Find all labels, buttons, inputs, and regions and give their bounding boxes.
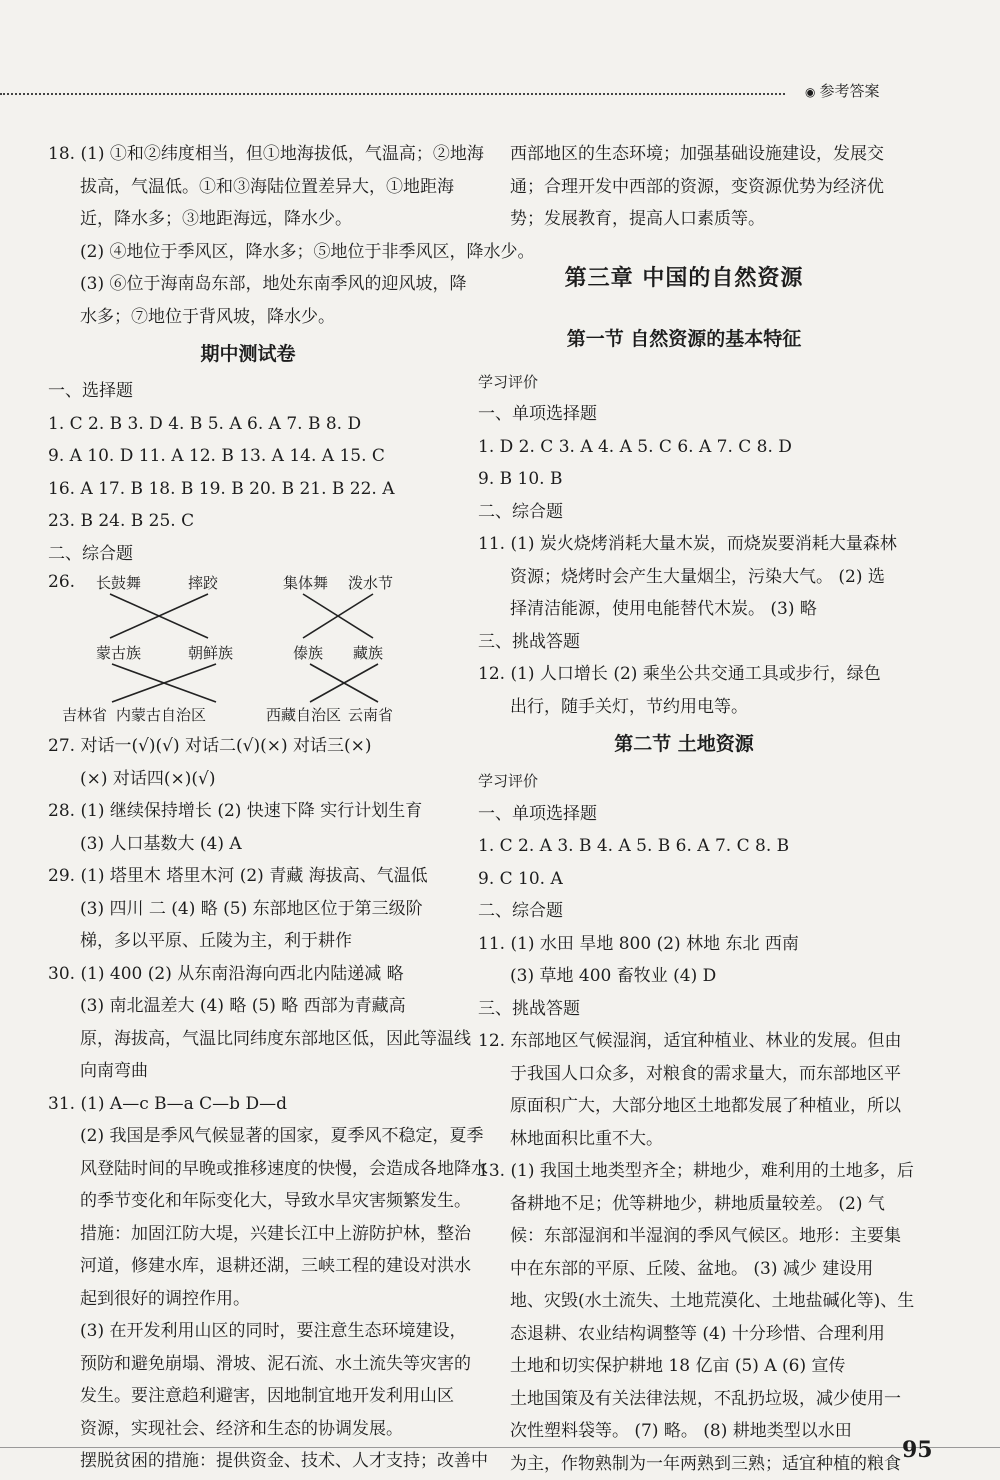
answer-line: 发生。要注意趋利避害，因地制宜地开发利用山区	[48, 1380, 448, 1413]
answer-line: 中在东部的平原、丘陵、盆地。 (3) 减少 建设用	[478, 1253, 890, 1286]
answer-line: (3) 在开发利用山区的同时，要注意生态环境建设，	[48, 1315, 448, 1348]
answer-line: 16. A 17. B 18. B 19. B 20. B 21. B 22. A	[48, 473, 448, 506]
section-heading: 一、单项选择题	[478, 798, 890, 831]
answer-line: 出行，随手关灯，节约用电等。	[478, 691, 890, 724]
answer-line: (3) ⑥位于海南岛东部，地处东南季风的迎风坡，降	[48, 268, 448, 301]
answer-line: (3) 草地 400 畜牧业 (4) D	[478, 960, 890, 993]
answer-line: 9. B 10. B	[478, 463, 890, 496]
matching-lines	[48, 572, 448, 724]
right-column	[478, 138, 890, 1480]
answer-line: 18. (1) ①和②纬度相当，但①地海拔低，气温高；②地海	[48, 138, 448, 171]
answer-line: 资源；烧烤时会产生大量烟尘，污染大气。 (2) 选	[478, 561, 890, 594]
section-heading: 二、综合题	[478, 496, 890, 529]
answer-line: 23. B 24. B 25. C	[48, 505, 448, 538]
answer-line: 28. (1) 继续保持增长 (2) 快速下降 实行计划生育	[48, 795, 448, 828]
answer-line: (2) ④地位于季风区，降水多；⑤地位于非季风区，降水少。	[48, 236, 448, 269]
answer-line: 于我国人口众多，对粮食的需求量大，而东部地区平	[478, 1058, 890, 1091]
footer-rule	[0, 1447, 1000, 1448]
answer-line: 拔高，气温低。①和③海陆位置差异大，①地距海	[48, 171, 448, 204]
answer-line: 11. (1) 水田 旱地 800 (2) 林地 东北 西南	[478, 928, 890, 961]
answer-line: 13. (1) 我国土地类型齐全；耕地少，难利用的土地多，后	[478, 1155, 890, 1188]
section-heading: 一、选择题	[48, 375, 448, 408]
answer-line: 1. C 2. A 3. B 4. A 5. B 6. A 7. C 8. B	[478, 830, 890, 863]
matching-diagram	[48, 572, 448, 724]
match-label: 傣族	[293, 642, 323, 663]
answer-line: 原，海拔高，气温比同纬度东部地区低，因此等温线	[48, 1023, 448, 1056]
answer-line: 梯，多以平原、丘陵为主，利于耕作	[48, 925, 448, 958]
answer-line: 备耕地不足；优等耕地少，耕地质量较差。 (2) 气	[478, 1188, 890, 1221]
bullet-icon: ◉	[805, 85, 815, 99]
match-label: 西藏自治区	[266, 704, 341, 725]
answer-line: 措施：加固江防大堤，兴建长江中上游防护林，整治	[48, 1218, 448, 1251]
match-label: 朝鲜族	[188, 642, 233, 663]
answer-line: 30. (1) 400 (2) 从东南沿海向西北内陆递减 略	[48, 958, 448, 991]
left-column	[48, 138, 448, 1478]
section-heading: 一、单项选择题	[478, 398, 890, 431]
answer-line: 向南弯曲	[48, 1055, 448, 1088]
answer-line: (3) 南北温差大 (4) 略 (5) 略 西部为青藏高	[48, 990, 448, 1023]
section-heading: 三、挑战答题	[478, 993, 890, 1026]
section-heading: 二、综合题	[48, 538, 448, 571]
page-number: 95	[902, 1437, 933, 1463]
answer-line: 原面积广大，大部分地区土地都发展了种植业，所以	[478, 1090, 890, 1123]
section-title: 第一节 自然资源的基本特征	[478, 322, 890, 356]
question-number: 26.	[48, 572, 75, 592]
answer-line: 择清洁能源，使用电能替代木炭。 (3) 略	[478, 593, 890, 626]
answer-line: 9. C 10. A	[478, 863, 890, 896]
header-dotted-rule	[0, 93, 785, 95]
answer-line: 态退耕、农业结构调整等 (4) 十分珍惜、合理利用	[478, 1318, 890, 1351]
header-title: ◉ 参考答案	[805, 80, 880, 101]
answer-line: 通；合理开发中西部的资源，变资源优势为经济优	[478, 171, 890, 204]
answer-line: 预防和避免崩塌、滑坡、泥石流、水土流失等灾害的	[48, 1348, 448, 1381]
answer-line: 西部地区的生态环境；加强基础设施建设，发展交	[478, 138, 890, 171]
answer-line: 近，降水多；③地距海远，降水少。	[48, 203, 448, 236]
match-label: 吉林省	[62, 704, 107, 725]
match-label: 摔跤	[188, 572, 218, 593]
answer-line: (2) 我国是季风气候显著的国家，夏季风不稳定，夏季	[48, 1120, 448, 1153]
answer-line: 势；发展教育，提高人口素质等。	[478, 203, 890, 236]
answer-line: 水多；⑦地位于背风坡，降水少。	[48, 301, 448, 334]
answer-line: 为主，作物熟制为一年两熟到三熟；适宜种植的粮食	[478, 1448, 890, 1480]
answer-line: 1. C 2. B 3. D 4. B 5. A 6. A 7. B 8. D	[48, 408, 448, 441]
answer-line: 摆脱贫困的措施：提供资金、技术、人才支持；改善中	[48, 1445, 448, 1478]
match-label: 蒙古族	[96, 642, 141, 663]
answer-line: 候：东部湿润和半湿润的季风气候区。地形：主要集	[478, 1220, 890, 1253]
answer-line: 次性塑料袋等。 (7) 略。 (8) 耕地类型以水田	[478, 1415, 890, 1448]
answer-line: 11. (1) 炭火烧烤消耗大量木炭，而烧炭要消耗大量森林	[478, 528, 890, 561]
answer-line: 9. A 10. D 11. A 12. B 13. A 14. A 15. C	[48, 440, 448, 473]
answer-line: 资源，实现社会、经济和生态的协调发展。	[48, 1413, 448, 1446]
chapter-title: 第三章 中国的自然资源	[478, 258, 890, 298]
answer-line: 27. 对话一(√)(√) 对话二(√)(×) 对话三(×)	[48, 730, 448, 763]
match-label: 集体舞	[283, 572, 328, 593]
match-label: 云南省	[348, 704, 393, 725]
answer-line: 地、灾毁(水土流失、土地荒漠化、土地盐碱化等)、生	[478, 1285, 890, 1318]
answer-line: 风登陆时间的早晚或推移速度的快慢，会造成各地降水	[48, 1153, 448, 1186]
match-label: 内蒙古自治区	[116, 704, 206, 725]
answer-line: (×) 对话四(×)(√)	[48, 763, 448, 796]
answer-line: 12. 东部地区气候湿润，适宜种植业、林业的发展。但由	[478, 1025, 890, 1058]
answer-line: 林地面积比重不大。	[478, 1123, 890, 1156]
section-title: 第二节 土地资源	[478, 727, 890, 761]
section-heading: 二、综合题	[478, 895, 890, 928]
match-label: 泼水节	[348, 572, 393, 593]
answer-line: (3) 四川 二 (4) 略 (5) 东部地区位于第三级阶	[48, 893, 448, 926]
answer-line: 土地国策及有关法律法规，不乱扔垃圾，减少使用一	[478, 1383, 890, 1416]
answer-line: 29. (1) 塔里木 塔里木河 (2) 青藏 海拔高、气温低	[48, 860, 448, 893]
study-label: 学习评价	[478, 765, 890, 798]
answer-line: 12. (1) 人口增长 (2) 乘坐公共交通工具或步行，绿色	[478, 658, 890, 691]
answer-line: (3) 人口基数大 (4) A	[48, 828, 448, 861]
answer-line: 河道，修建水库，退耕还湖，三峡工程的建设对洪水	[48, 1250, 448, 1283]
answer-line: 土地和切实保护耕地 18 亿亩 (5) A (6) 宣传	[478, 1350, 890, 1383]
answer-line: 31. (1) A—c B—a C—b D—d	[48, 1088, 448, 1121]
match-label: 藏族	[353, 642, 383, 663]
answer-line: 起到很好的调控作用。	[48, 1283, 448, 1316]
midterm-title: 期中测试卷	[48, 337, 448, 371]
answer-line: 1. D 2. C 3. A 4. A 5. C 6. A 7. C 8. D	[478, 431, 890, 464]
study-label: 学习评价	[478, 366, 890, 399]
section-heading: 三、挑战答题	[478, 626, 890, 659]
match-label: 长鼓舞	[96, 572, 141, 593]
answer-line: 的季节变化和年际变化大，导致水旱灾害频繁发生。	[48, 1185, 448, 1218]
